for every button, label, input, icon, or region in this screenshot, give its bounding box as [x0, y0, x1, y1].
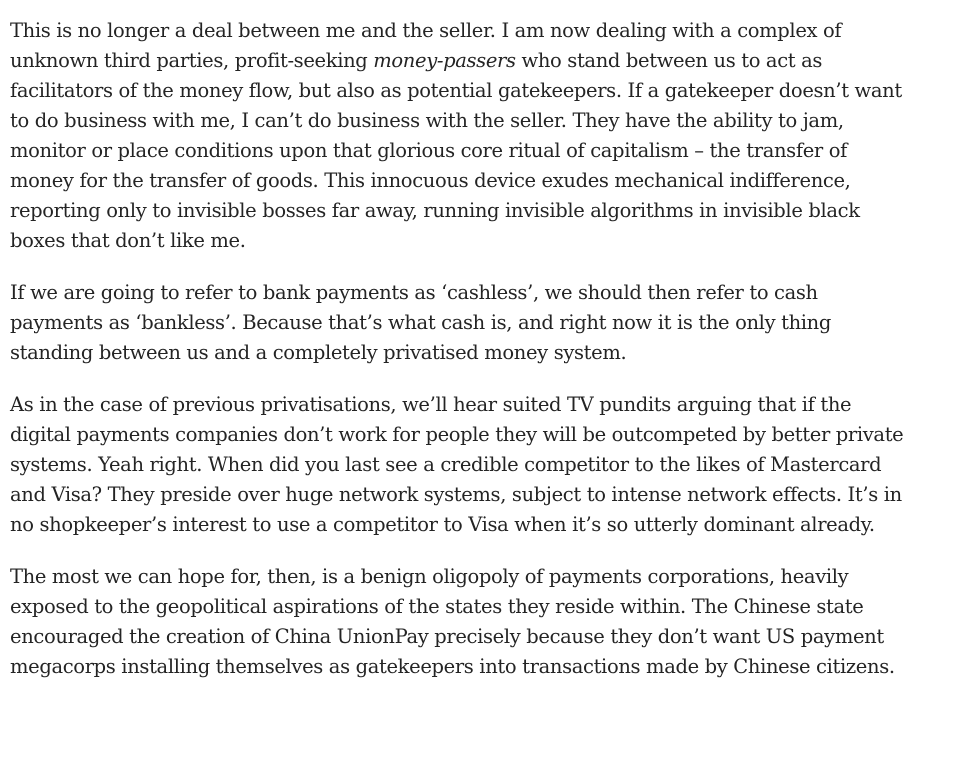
paragraph-text: If we are going to refer to bank payments as ‘cashless’, we should then refer to cash payments as ‘bankless’. Because that’s what cash is, and right now it is the only thing standing between us and a completely privatised money system.: [10, 281, 832, 364]
paragraph: [10, 562, 910, 682]
emphasized-term: money-passers: [373, 49, 516, 72]
paragraph-text: The most we can hope for, then, is a benign oligopoly of payments corporations, heavily exposed to the geopolitical aspirations of the states they reside within. The Chinese state encouraged the creation of China UnionPay precisely because they don’t want US payment megacorps installing themselves as gatekeepers into transactions made by Chinese citizens.: [10, 565, 895, 678]
article-body: [10, 16, 910, 704]
paragraph-text: As in the case of previous privatisations, we’ll hear suited TV pundits arguing that if the digital payments companies don’t work for people they will be outcompeted by better private systems. Yeah right. When did you last see a credible competitor to the likes of Mastercard and Visa? They preside over huge network systems, subject to intense network effects. It’s in no shopkeeper’s interest to use a competitor to Visa when it’s so utterly dominant already.: [10, 393, 904, 536]
paragraph-text: who stand between us to act as facilitators of the money flow, but also as potential gatekeepers. If a gatekeeper doesn’t want to do business with me, I can’t do business with the seller. They have the ability to jam, monitor or place conditions upon that glorious core ritual of capitalism – the transfer of money for the transfer of goods. This innocuous device exudes mechanical indifference, reporting only to invisible bosses far away, running invisible algorithms in invisible black boxes that don’t like me.: [10, 49, 902, 252]
paragraph: [10, 278, 910, 368]
paragraph-text: This is no longer a deal between me and the seller. I am now dealing with a complex of unknown third parties, profit-seeking: [10, 19, 842, 72]
paragraph: [10, 390, 910, 540]
paragraph: [10, 16, 910, 256]
